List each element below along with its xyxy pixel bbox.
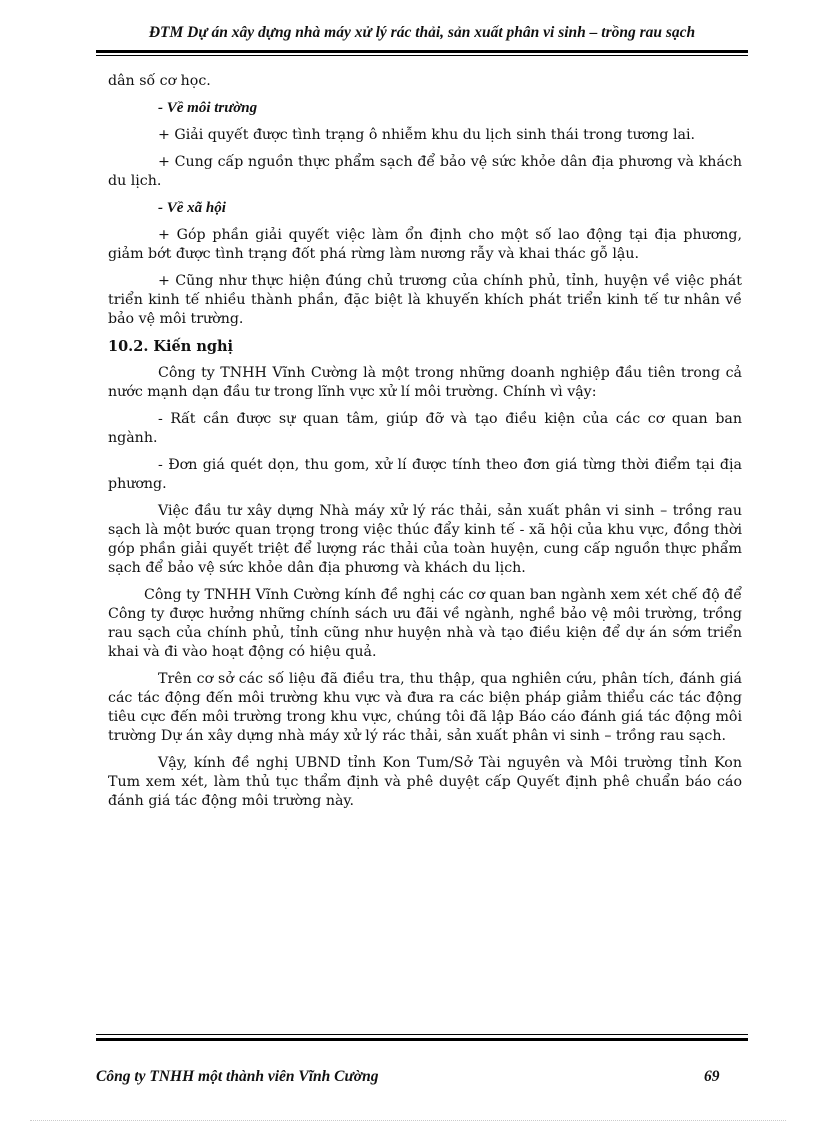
footer-company-name: Công ty TNHH một thành viên Vĩnh Cường [96,1068,379,1085]
page-bottom-border [30,1120,786,1121]
header-rule-thick [96,50,748,53]
paragraph-society-2: + Cũng như thực hiện đúng chủ trương của chính phủ, tỉnh, huyện về việc phát triển kinh tế nhiều thành phần, đặc biệt là khuyến khích phát triển kinh tế tư nhân về bảo vệ môi trường. [108,273,742,327]
paragraph-society-1: + Góp phần giải quyết việc làm ổn định cho một số lao động tại địa phương, giảm bớt được tình trạng đốt phá rừng làm nương rẫy và khai thác gỗ lậu. [108,227,742,262]
paragraph-recommendation-7: Vậy, kính đề nghị UBND tỉnh Kon Tum/Sở Tài nguyên và Môi trường tỉnh Kon Tum xem xét, làm thủ tục thẩm định và phê duyệt cấp Quyết định phê chuẩn báo cáo đánh giá tác động môi trường này. [108,755,742,809]
subheading-environment: - Về môi trường [158,100,258,116]
paragraph-recommendation-1: Công ty TNHH Vĩnh Cường là một trong những doanh nghiệp đầu tiên trong cả nước mạnh dạn đầu tư trong lĩnh vực xử lí môi trường. Chính vì vậy: [108,365,742,400]
page-number: 69 [704,1068,720,1085]
subheading-society: - Về xã hội [158,200,226,216]
header-rule-thin [96,55,748,56]
paragraph-recommendation-5: Công ty TNHH Vĩnh Cường kính đề nghị các cơ quan ban ngành xem xét chế độ để Công ty được hưởng những chính sách ưu đãi về ngành, nghề bảo vệ môi trường, trồng rau sạch của chính phủ, tỉnh cũng như huyện nhà và tạo điều kiện để dự án sớm triển khai và đi vào hoạt động có hiệu quả. [108,587,742,660]
paragraph-environment-2: + Cung cấp nguồn thực phẩm sạch để bảo vệ sức khỏe dân địa phương và khách du lịch. [108,154,742,189]
footer-rule-thin [96,1034,748,1035]
paragraph-recommendation-6: Trên cơ sở các số liệu đã điều tra, thu thập, qua nghiên cứu, phân tích, đánh giá các tác động đến môi trường khu vực và đưa ra các biện pháp giảm thiểu các tác động tiêu cực đến môi trường trong khu vực, chúng tôi đã lập Báo cáo đánh giá tác động môi trường Dự án xây dựng nhà máy xử lý rác thải, sản xuất phân vi sinh – trồng rau sạch. [108,671,742,744]
section-heading-recommendations: 10.2. Kiến nghị [108,338,234,355]
paragraph-environment-1: + Giải quyết được tình trạng ô nhiễm khu du lịch sinh thái trong tương lai. [158,127,696,143]
paragraph-continuation: dân số cơ học. [108,73,211,89]
paragraph-recommendation-2: - Rất cần được sự quan tâm, giúp đỡ và tạo điều kiện của các cơ quan ban ngành. [108,411,742,446]
document-body [108,72,742,819]
footer-rule-thick [96,1038,748,1041]
page-header-title: ĐTM Dự án xây dựng nhà máy xử lý rác thải, sản xuất phân vi sinh – trồng rau sạch [148,24,696,41]
paragraph-recommendation-4: Việc đầu tư xây dựng Nhà máy xử lý rác thải, sản xuất phân vi sinh – trồng rau sạch là một bước quan trọng trong việc thúc đẩy kinh tế - xã hội của khu vực, đồng thời góp phần giải quyết triệt để lượng rác thải của toàn huyện, cung cấp nguồn thực phẩm sạch để bảo vệ sức khỏe dân địa phương và khách du lịch. [108,503,742,576]
paragraph-recommendation-3: - Đơn giá quét dọn, thu gom, xử lí được tính theo đơn giá từng thời điểm tại địa phương. [108,457,742,492]
